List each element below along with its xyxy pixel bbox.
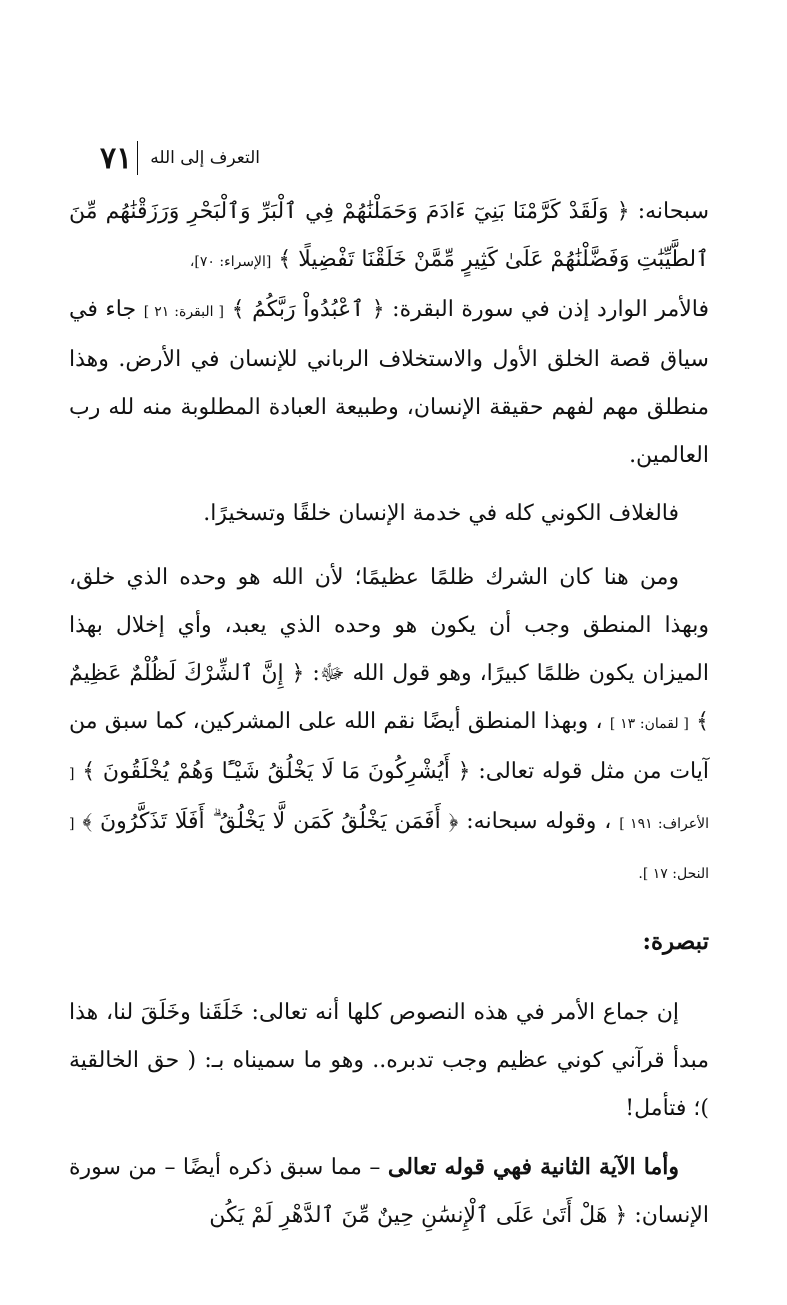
shirk-text-c: ، وقوله سبحانه: ﴿ أَفَمَن يَخْلُقُ كَمَن لَّا يَخْلُقُ ۗ أَفَلَا تَذَكَّرُونَ ﴾ [82, 809, 612, 834]
paragraph-tabsira: إن جماع الأمر في هذه النصوص كلها أنه تعالى: خَلَقَنا وخَلَقَ لنا، هذا مبدأ قرآني كوني عظيم وجب تدبره.. وهو ما سميناه بـ: ( حق الخالقية )؛ فتأمل! [69, 1000, 709, 1121]
baqarah-intro: فالأمر الوارد إذن في سورة البقرة: ﴿ ٱعْبُدُواْ رَبَّكُمُ ﴾ [231, 297, 710, 322]
quran-verse-isra: سبحانه: ﴿ وَلَقَدْ كَرَّمْنَا بَنِيٓ ءَادَمَ وَحَمَلْنَٰهُمْ فِي ٱلْبَرِّ وَٱلْبَحْرِ وَرَزَقْنَٰهُم مِّنَ ٱلطَّيِّبَٰتِ وَفَضَّلْنَٰهُمْ عَلَىٰ كَثِيرٍ مِّمَّنْ خَلَقْنَا تَفْضِيلًا ﴾ [69, 199, 709, 272]
second-verse-lead: وأما الآية الثانية فهي قوله تعالى [387, 1154, 679, 1180]
paragraph-cosmic-envelope: فالغلاف الكوني كله في خدمة الإنسان خلقًا وتسخيرًا. [203, 501, 679, 526]
page-header [100, 138, 260, 178]
paragraph-shirk [69, 554, 709, 898]
verse-reference-baqarah: [ البقرة: ٢١ ] [143, 304, 225, 320]
verse-reference-araf: [ الأعراف: ١٩١ ] [69, 766, 709, 832]
page-body [69, 188, 709, 1240]
page-number: ٧١ [100, 140, 133, 176]
baqarah-commentary: جاء في سياق قصة الخلق الأول والاستخلاف الرباني للإنسان في الأرض. وهذا منطلق مهم لفهم حقيقة الإنسان، وطبيعة العبادة المطلوبة منه لله رب العالمين. [69, 297, 709, 468]
section-heading-tabsira: تبصرة: [642, 928, 709, 955]
running-title: التعرف إلى الله [150, 148, 260, 168]
paragraph-baqarah [69, 286, 709, 480]
paragraph-second-verse [69, 1143, 709, 1240]
shirk-text-a: ومن هنا كان الشرك ظلمًا عظيمًا؛ لأن الله هو وحده الذي خلق، وبهذا المنطق وجب أن يكون هو وحده الذي يعبد، وأي إخلال بهذا الميزان يكون ظلمًا كبيرًا، وهو قول الله ﷻ: ﴿ إِنَّ ٱلشِّرْكَ لَظُلْمٌ عَظِيمٌ ﴾ [69, 565, 709, 734]
second-verse-text: – مما سبق ذكره أيضًا – من سورة الإنسان: ﴿ هَلْ أَتَىٰ عَلَى ٱلْإِنسَٰنِ حِينٌ مِّنَ ٱلدَّهْرِ لَمْ يَكُن [69, 1155, 709, 1228]
header-divider [137, 141, 138, 175]
paragraph-quran-isra [69, 188, 709, 286]
verse-reference-luqman: [ لقمان: ١٣ ] [609, 716, 689, 732]
verse-reference-isra: [الإسراء: ٧٠]، [189, 254, 272, 270]
verse-reference-nahl: [ النحل: ١٧ ]. [69, 816, 709, 882]
shirk-text-b: ، وبهذا المنطق أيضًا نقم الله على المشركين، كما سبق من آيات من مثل قوله تعالى: ﴿ أَيُشْرِكُونَ مَا لَا يَخْلُقُ شَيْـًٔا وَهُمْ يُخْلَقُونَ ﴾ [69, 709, 709, 784]
